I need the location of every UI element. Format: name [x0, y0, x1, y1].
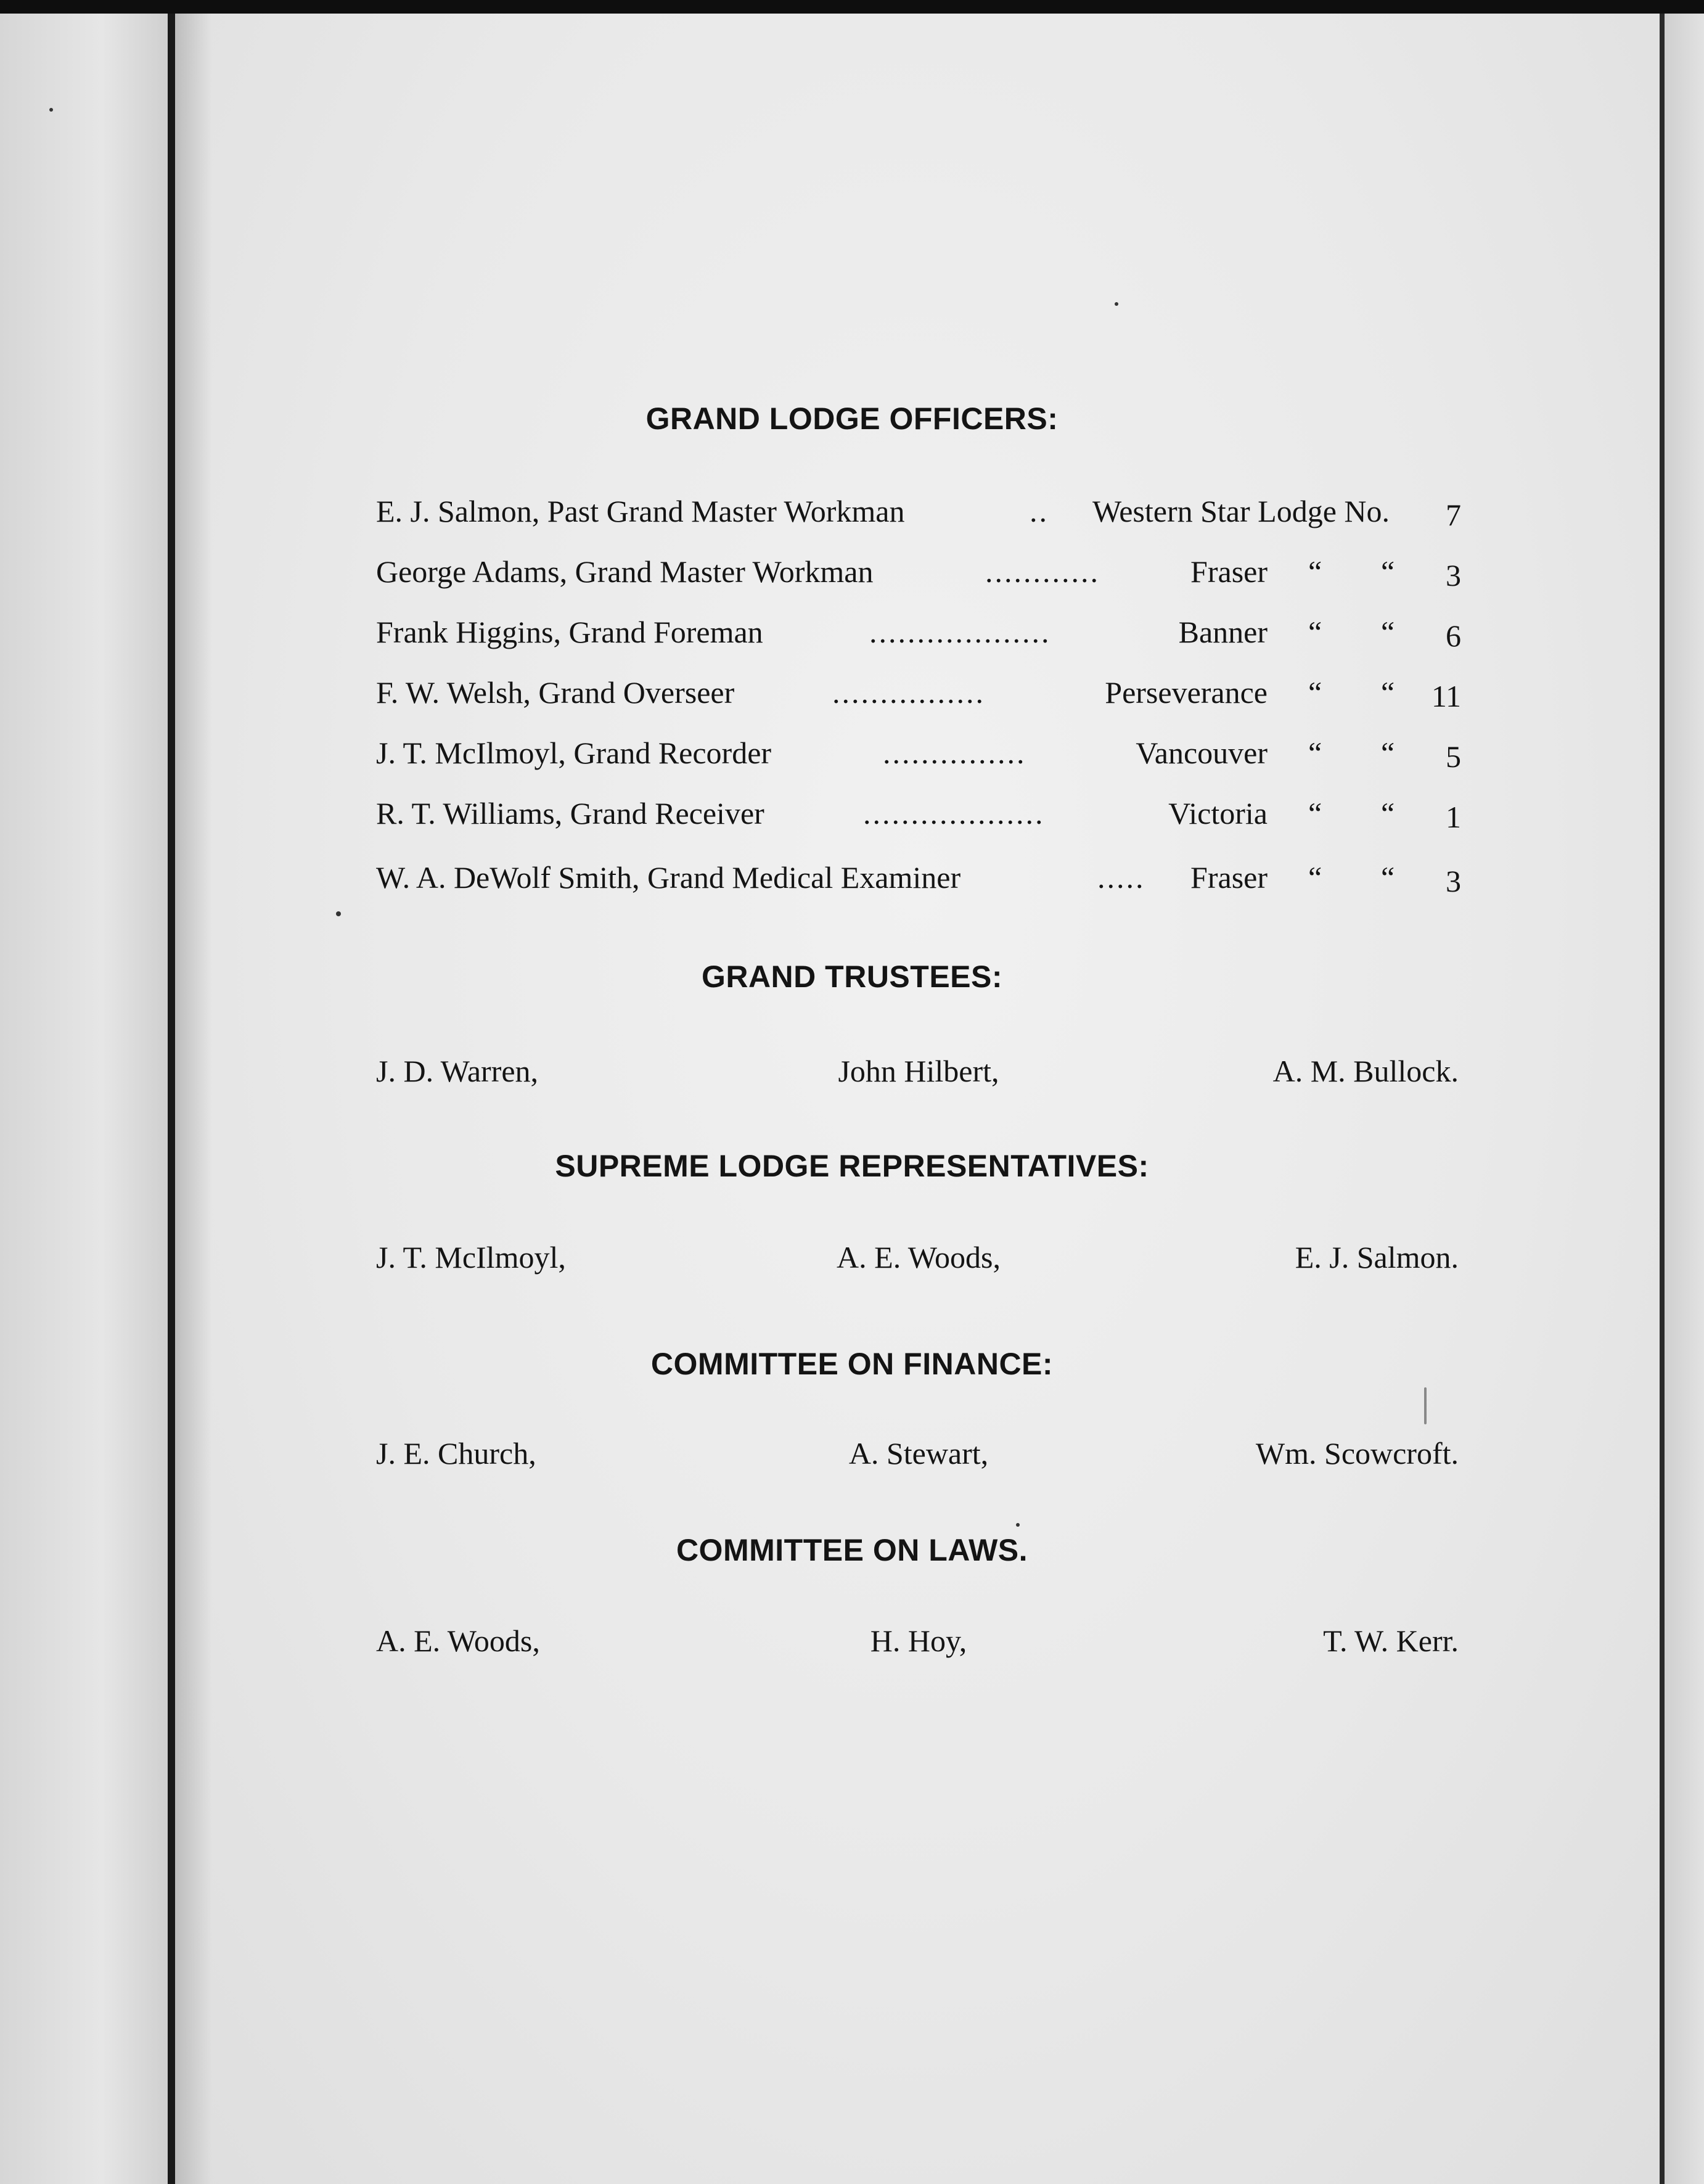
officer-row	[376, 675, 1461, 718]
speck	[1424, 1387, 1427, 1424]
left-facing-page	[0, 14, 170, 2184]
representative-name: A. E. Woods,	[837, 1240, 1001, 1275]
committee-member-name: J. E. Church,	[376, 1436, 536, 1471]
gutter-shadow	[175, 14, 212, 2184]
laws-committee-names	[376, 1623, 1461, 1666]
lodge-number: 11	[1431, 679, 1461, 713]
lodge-number: 3	[1446, 864, 1461, 898]
ditto-mark: “	[1381, 860, 1395, 895]
dot-leader: ...................	[869, 615, 1051, 649]
lodge-name: Perseverance	[1105, 675, 1268, 710]
ditto-mark: “	[1308, 736, 1322, 770]
committee-member-name: A. Stewart,	[848, 1436, 989, 1471]
lodge-name: Western Star Lodge No.	[1092, 494, 1390, 528]
committee-member-name: T. W. Kerr.	[1323, 1624, 1459, 1658]
heading-committee-on-finance: COMMITTEE ON FINANCE:	[650, 1347, 1054, 1381]
lodge-name: Fraser	[1190, 554, 1268, 589]
officer-row	[376, 795, 1461, 839]
officer-name-title: W. A. DeWolf Smith, Grand Medical Examiner	[376, 860, 961, 895]
officer-name-title: J. T. McIlmoyl, Grand Recorder	[376, 736, 772, 770]
lodge-name: Fraser	[1190, 860, 1268, 895]
ditto-mark: “	[1381, 796, 1395, 831]
lodge-name: Banner	[1178, 615, 1268, 649]
dot-leader: ..	[1030, 494, 1049, 528]
lodge-number: 3	[1446, 558, 1461, 593]
page-sheet	[175, 14, 1660, 2184]
trustee-name: John Hilbert,	[838, 1054, 999, 1088]
ditto-mark: “	[1381, 675, 1395, 710]
ditto-mark: “	[1308, 615, 1322, 649]
ditto-mark: “	[1381, 554, 1395, 589]
speck	[336, 911, 341, 916]
trustee-name: J. D. Warren,	[376, 1054, 539, 1088]
ditto-mark: “	[1381, 615, 1395, 649]
representatives-names	[376, 1239, 1461, 1283]
officer-name-title: E. J. Salmon, Past Grand Master Workman	[376, 494, 905, 528]
officer-row	[376, 554, 1461, 597]
officer-row	[376, 735, 1461, 778]
officer-row	[376, 860, 1461, 903]
officer-name-title: F. W. Welsh, Grand Overseer	[376, 675, 735, 710]
speck	[1016, 1523, 1020, 1527]
officer-row	[376, 614, 1461, 657]
committee-member-name: A. E. Woods,	[376, 1624, 540, 1658]
officer-name-title: Frank Higgins, Grand Foreman	[376, 615, 763, 649]
dot-leader: ...................	[863, 796, 1045, 831]
speck	[49, 108, 53, 112]
officer-row	[376, 493, 1461, 536]
lodge-number: 1	[1446, 800, 1461, 834]
lodge-number: 7	[1446, 498, 1461, 532]
heading-grand-trustees: GRAND TRUSTEES:	[701, 959, 1003, 994]
ditto-mark: “	[1308, 860, 1322, 895]
trustee-name: A. M. Bullock.	[1272, 1054, 1459, 1088]
dot-leader: .....	[1097, 860, 1145, 895]
heading-supreme-lodge-representatives: SUPREME LODGE REPRESENTATIVES:	[555, 1149, 1149, 1183]
heading-committee-on-laws: COMMITTEE ON LAWS.	[676, 1533, 1028, 1567]
dot-leader: ................	[832, 675, 985, 710]
lodge-name: Victoria	[1168, 796, 1268, 831]
heading-grand-lodge-officers: GRAND LODGE OFFICERS:	[645, 401, 1059, 436]
ditto-mark: “	[1381, 736, 1395, 770]
committee-member-name: Wm. Scowcroft.	[1255, 1436, 1459, 1471]
lodge-number: 6	[1446, 618, 1461, 653]
right-page-edge	[1660, 14, 1665, 2184]
top-edge-shadow	[0, 0, 1704, 14]
representative-name: J. T. McIlmoyl,	[376, 1240, 566, 1275]
ditto-mark: “	[1308, 675, 1322, 710]
ditto-mark: “	[1308, 554, 1322, 589]
committee-member-name: H. Hoy,	[870, 1624, 967, 1658]
finance-committee-names	[376, 1435, 1461, 1479]
dot-leader: ............	[985, 554, 1100, 589]
representative-name: E. J. Salmon.	[1295, 1240, 1459, 1275]
right-margin	[1665, 14, 1704, 2184]
dot-leader: ...............	[883, 736, 1026, 770]
officer-name-title: George Adams, Grand Master Workman	[376, 554, 874, 589]
lodge-number: 5	[1446, 739, 1461, 774]
lodge-name: Vancouver	[1136, 736, 1268, 770]
officer-name-title: R. T. Williams, Grand Receiver	[376, 796, 764, 831]
binding-gutter	[168, 14, 175, 2184]
grand-trustees-names	[376, 1053, 1461, 1096]
speck	[1115, 302, 1118, 306]
ditto-mark: “	[1308, 796, 1322, 831]
